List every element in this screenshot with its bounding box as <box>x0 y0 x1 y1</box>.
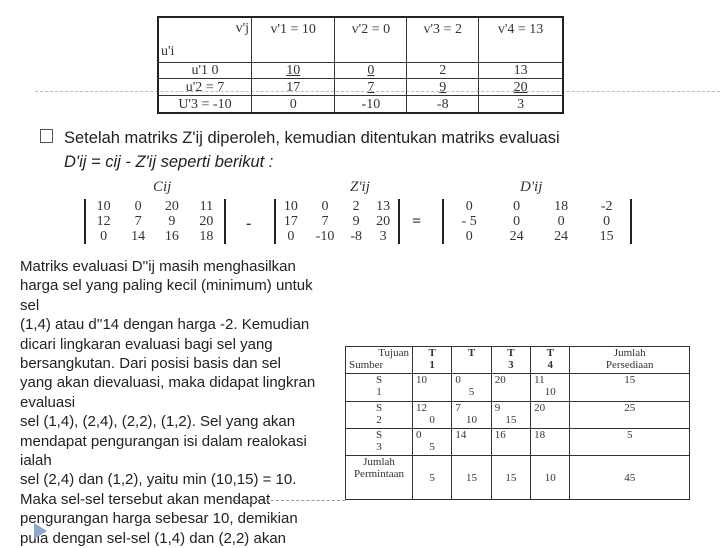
matrix-cell: 10 <box>283 199 298 214</box>
table-cell-bottom: 15 <box>505 413 517 426</box>
matrix-cell: 24 <box>509 229 524 244</box>
table-cell: 20 <box>479 79 563 96</box>
column-header: v'1 = 10 <box>252 17 335 62</box>
matrix-cell: 0 <box>100 229 108 244</box>
matrix-row <box>275 199 399 214</box>
matrix-cell: 7 <box>134 214 142 229</box>
matrix-cell: 0 <box>557 214 565 229</box>
demand-row <box>346 456 690 500</box>
matrix-cell: 7 <box>321 214 329 229</box>
row-label <box>346 428 413 455</box>
matrix-cell: 17 <box>283 214 298 229</box>
matrix-cell: 18 <box>199 229 214 244</box>
matrix-cell: 9 <box>168 214 176 229</box>
table-cell <box>531 428 570 455</box>
paragraph-line: harga sel yang paling kecil (minimum) untuk <box>20 277 313 295</box>
table-cell-top: 20 <box>534 401 546 414</box>
table-cell: 10 <box>252 62 335 79</box>
row-label-bottom: 1 <box>376 386 382 399</box>
table-row <box>158 62 563 79</box>
matrix-cell: 0 <box>465 229 473 244</box>
table-cell: 0 <box>252 96 335 113</box>
matrix-cell: 24 <box>554 229 569 244</box>
matrix-cell: 0 <box>513 199 521 214</box>
matrix-cell: 20 <box>164 199 179 214</box>
divider-line-bottom <box>230 500 345 501</box>
table-cell: 7 <box>335 79 407 96</box>
matrix-cell: 3 <box>379 229 387 244</box>
row-label: u'1 0 <box>158 62 252 79</box>
matrix-row <box>443 229 631 244</box>
column-header-top: T <box>467 347 476 359</box>
dij-label: D'ij <box>520 179 543 195</box>
demand-label-bottom: Permintaan <box>353 468 405 480</box>
table-cell <box>531 401 570 428</box>
supply-cell <box>570 374 690 401</box>
demand-cell: 15 <box>452 456 491 500</box>
paragraph-line: mendapat pengurangan isi dalam realokasi <box>20 432 307 450</box>
table-cell: 0 <box>335 62 407 79</box>
matrix-cell: 20 <box>376 214 391 229</box>
table-row <box>158 79 563 96</box>
corner-bottom-label: u'i <box>161 43 175 59</box>
row-label <box>346 374 413 401</box>
bullet-point <box>40 126 720 174</box>
supply-cell <box>570 401 690 428</box>
matrix-cell: 13 <box>376 199 391 214</box>
matrix-cell: 14 <box>131 229 146 244</box>
corner-bottom-label: Sumber <box>349 359 384 371</box>
row-label <box>346 401 413 428</box>
table-cell-top: 16 <box>494 428 506 441</box>
table-cell-top: 18 <box>534 428 546 441</box>
row-label-top: S <box>375 374 383 387</box>
paragraph-line: pengurangan harga sebesar 10, demikian <box>20 510 298 528</box>
column-header <box>413 347 452 374</box>
dual-variable-table <box>157 16 564 114</box>
corner-top-label: v'j <box>235 20 249 36</box>
table-cell: -10 <box>335 96 407 113</box>
supply-cell <box>570 428 690 455</box>
matrix-cell: 0 <box>134 199 142 214</box>
matrix-cell: 18 <box>554 199 569 214</box>
matrix-cell: 0 <box>603 214 611 229</box>
column-header: v'4 = 13 <box>479 17 563 62</box>
table-cell: 9 <box>407 79 479 96</box>
matrix-cell: 0 <box>321 199 329 214</box>
matrix-cell: 2 <box>352 199 360 214</box>
matrix-cell: 11 <box>199 199 214 214</box>
matrix-cell: 16 <box>164 229 179 244</box>
paragraph-line: Maka sel-sel tersebut akan mendapat <box>20 490 271 508</box>
table-cell <box>413 374 452 401</box>
matrix-cell: -10 <box>315 229 335 244</box>
matrix-cell: 0 <box>513 214 521 229</box>
transportation-table <box>345 346 690 500</box>
matrix-cell: 0 <box>465 199 473 214</box>
matrix-row <box>85 229 225 244</box>
table-cell: 17 <box>252 79 335 96</box>
column-header <box>570 347 690 374</box>
column-header-bottom: 3 <box>508 359 514 371</box>
zij-label: Z'ij <box>350 179 370 195</box>
column-header: v'3 = 2 <box>407 17 479 62</box>
table-cell: -8 <box>407 96 479 113</box>
bullet-line-1: Setelah matriks Z'ij diperoleh, kemudian ditentukan matriks evaluasi <box>64 129 560 147</box>
supply-cell-bottom: 25 <box>624 401 636 414</box>
table-cell <box>413 428 452 455</box>
table-cell: 3 <box>479 96 563 113</box>
column-header-top: Jumlah <box>613 347 646 359</box>
matrix-cell: 0 <box>287 229 295 244</box>
explanation-paragraph <box>20 257 350 548</box>
table-cell-top: 0 <box>416 428 422 441</box>
table-cell: 13 <box>479 62 563 79</box>
table-cell <box>491 401 530 428</box>
matrix-row <box>443 199 631 214</box>
row-label-bottom: 2 <box>376 413 382 426</box>
matrix-cell: 20 <box>199 214 214 229</box>
table-cell <box>491 374 530 401</box>
demand-cell: 5 <box>413 456 452 500</box>
column-header-top: T <box>546 347 554 359</box>
matrix-row <box>85 199 225 214</box>
matrix-cell: - 5 <box>461 214 477 229</box>
checkbox-bullet-icon <box>40 129 53 143</box>
paragraph-line: bersangkutan. Dari posisi basis dan sel <box>20 355 281 373</box>
column-header: v'2 = 0 <box>335 17 407 62</box>
table-cell-top: 0 <box>455 374 461 387</box>
paragraph-line: (1,4) atau d''14 dengan harga -2. Kemudian <box>20 316 310 334</box>
paragraph-line: Matriks evaluasi D''ij masih menghasilkan <box>20 258 296 275</box>
matrix-cell: 9 <box>352 214 360 229</box>
table-cell-top: 12 <box>416 401 427 414</box>
header-row <box>346 347 690 374</box>
table-cell <box>413 401 452 428</box>
row-label: U'3 = -10 <box>158 96 252 113</box>
corner-top-label: Tujuan <box>378 347 409 359</box>
matrix-cell: 15 <box>599 229 614 244</box>
minus-operator: - <box>246 215 252 232</box>
paragraph-line: evaluasi <box>20 393 76 411</box>
equals-operator: = <box>412 213 422 230</box>
column-header <box>452 347 491 374</box>
corner-cell <box>346 347 413 374</box>
supply-cell-top: 5 <box>626 428 633 441</box>
row-label: u'2 = 7 <box>158 79 252 96</box>
row-label-top: S <box>375 401 383 414</box>
cij-matrix <box>84 199 226 244</box>
table-cell <box>452 401 491 428</box>
table-cell <box>452 428 491 455</box>
paragraph-line: dicari lingkaran evaluasi bagi sel yang <box>20 335 273 353</box>
matrix-row <box>443 214 631 229</box>
corner-cell <box>158 17 252 62</box>
matrix-row <box>85 214 225 229</box>
column-header-bottom: Persediaan <box>605 359 654 371</box>
row-label-bottom: 3 <box>376 440 382 453</box>
next-slide-arrow-icon[interactable] <box>34 523 47 539</box>
table-cell-top: 9 <box>494 401 501 414</box>
header-row <box>158 17 563 62</box>
cij-label: Cij <box>153 179 172 195</box>
table-cell-top: 20 <box>494 374 506 387</box>
demand-label <box>346 456 413 500</box>
matrix-cell: 12 <box>96 214 111 229</box>
table-cell-bottom: 10 <box>544 386 556 399</box>
column-header-top: T <box>507 347 515 359</box>
row-label-top: S <box>375 428 383 441</box>
table-row <box>346 401 690 428</box>
table-row <box>158 96 563 113</box>
table-cell-bottom: 0 <box>429 413 435 426</box>
dij-matrix <box>442 199 632 244</box>
table-cell-top: 11 <box>534 374 545 387</box>
table-cell <box>531 374 570 401</box>
table-cell-bottom: 10 <box>466 413 478 426</box>
zij-matrix <box>274 199 400 244</box>
column-header-top: T <box>428 347 436 359</box>
supply-cell-top: 15 <box>624 374 636 387</box>
paragraph-line: pula dengan sel-sel (1,4) dan (2,2) akan <box>20 529 287 547</box>
column-header <box>531 347 570 374</box>
paragraph-line: sel <box>20 296 40 314</box>
table-cell-top: 7 <box>455 401 461 414</box>
matrix-row <box>275 214 399 229</box>
paragraph-line: yang akan dievaluasi, maka didapat lingkran <box>20 374 316 392</box>
table-row <box>346 374 690 401</box>
paragraph-line: sel (1,4), (2,4), (2,2), (1,2). Sel yang akan <box>20 413 296 431</box>
column-header-bottom: 1 <box>429 359 435 371</box>
bullet-line-2: D'ij = cij - Z'ij seperti berikut : <box>64 153 274 171</box>
paragraph-line: ialah <box>20 452 52 470</box>
table-row <box>346 428 690 455</box>
demand-label-top: Jumlah <box>363 456 395 468</box>
matrix-cell: 10 <box>96 199 111 214</box>
demand-cell: 45 <box>570 456 690 500</box>
table-cell-top: 14 <box>455 428 467 441</box>
table-cell-bottom: 5 <box>468 386 475 399</box>
table-cell <box>491 428 530 455</box>
column-header <box>491 347 530 374</box>
table-cell: 2 <box>407 62 479 79</box>
column-header-bottom: 4 <box>547 359 553 371</box>
table-cell-top: 10 <box>416 374 427 387</box>
demand-cell: 10 <box>531 456 570 500</box>
matrix-row <box>275 229 399 244</box>
matrix-cell: -2 <box>600 199 613 214</box>
matrix-cell: -8 <box>350 229 362 244</box>
demand-cell: 15 <box>491 456 530 500</box>
paragraph-line: sel (2,4) dan (1,2), yaitu min (10,15) = 10. <box>20 471 297 489</box>
table-cell <box>452 374 491 401</box>
table-cell-bottom: 5 <box>429 440 435 453</box>
